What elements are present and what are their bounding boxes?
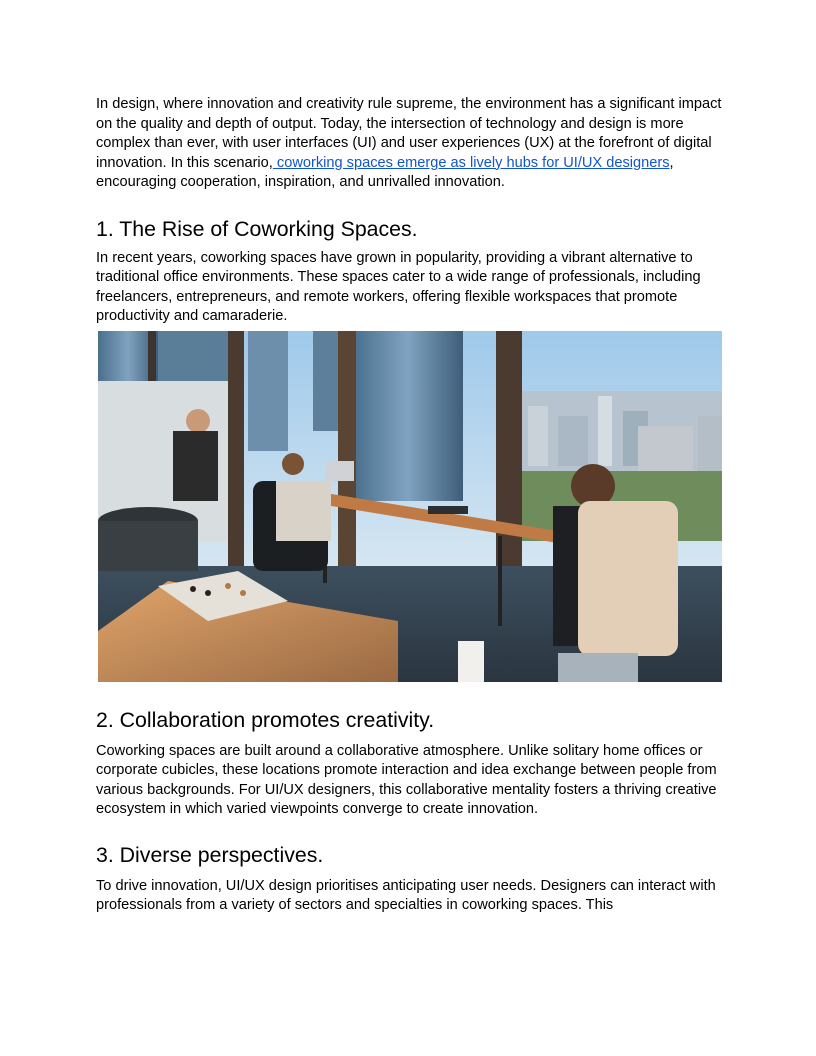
section-1-body: In recent years, coworking spaces have grown in popularity, providing a vibrant alternative to traditional office environments. These spaces cater to a wide range of professionals, including freelancers, entrepreneurs, and remote workers, offering flexible workspaces that promote productivity and camaraderie. — [96, 249, 701, 324]
section-2-body: Coworking spaces are built around a collaborative atmosphere. Unlike solitary home offices or corporate cubicles, these locations promote interaction and idea exchange between people from various backgrounds. For UI/UX designers, this collaborative mentality fosters a thriving creative ecosystem in which varied viewpoints converge to create innovation. — [96, 742, 717, 817]
section-2-heading: 2. Collaboration promotes creativity. — [96, 707, 435, 732]
coworking-office-photo — [98, 331, 722, 682]
intro-text-after-link: , encouraging cooperation, inspiration, and unrivalled innovation. — [96, 154, 674, 190]
section-3-heading: 3. Diverse perspectives. — [96, 842, 324, 867]
section-1-heading: 1. The Rise of Coworking Spaces. — [96, 216, 418, 241]
intro-paragraph — [96, 95, 722, 193]
section-3-body: To drive innovation, UI/UX design prioritises anticipating user needs. Designers can interact with professionals from a variety of sectors and specialties in coworking spaces. This — [96, 877, 716, 913]
document-page — [96, 93, 722, 916]
intro-text-before-link: In design, where innovation and creativity rule supreme, the environment has a significant impact on the quality and depth of output. Today, the intersection of technology and design is more complex than ever, with user interfaces (UI) and user experiences (UX) at the forefront of digital innovation. In this scenario, — [96, 96, 722, 171]
coworking-hubs-link[interactable]: coworking spaces emerge as lively hubs for UI/UX designers — [272, 154, 670, 171]
